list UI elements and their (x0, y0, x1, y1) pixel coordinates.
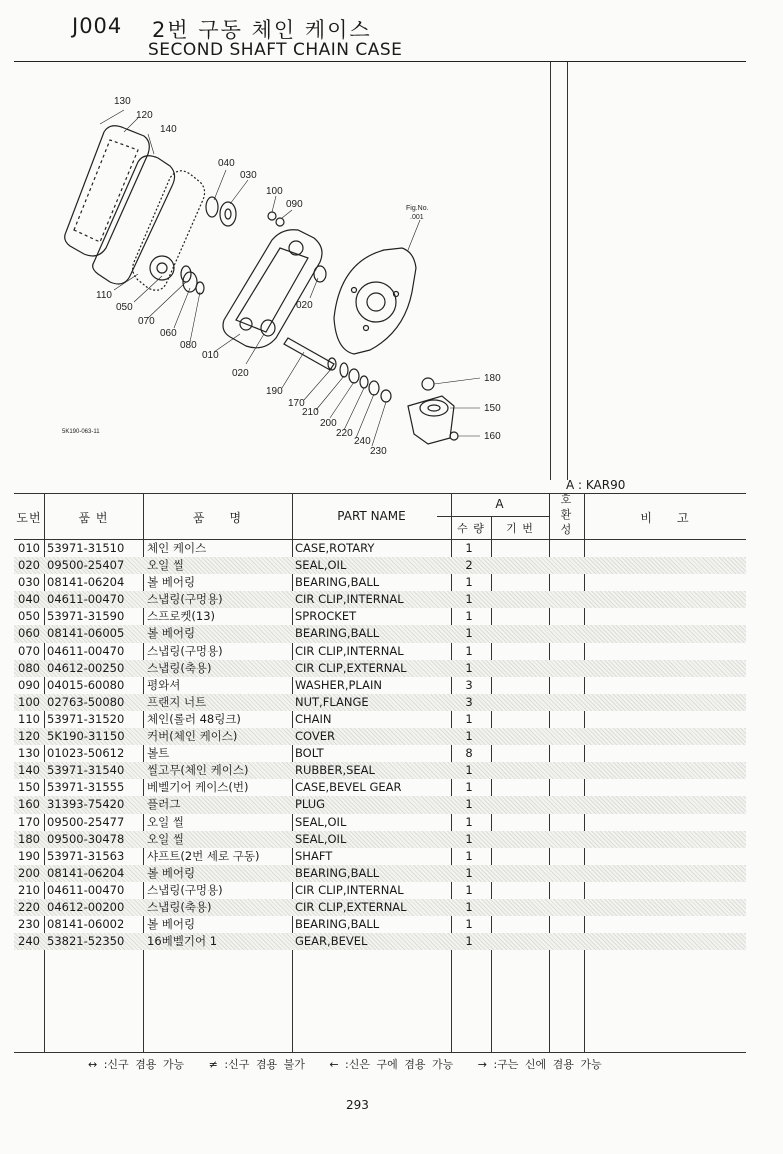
table-row (14, 711, 746, 728)
row-name-en: COVER (295, 729, 336, 744)
row-no: 190 (18, 848, 40, 863)
row-no: 210 (18, 882, 40, 897)
row-name-en: RUBBER,SEAL (295, 763, 375, 778)
row-no: 130 (18, 746, 40, 761)
row-name-en: WASHER,PLAIN (295, 677, 382, 692)
row-qty: 1 (465, 609, 473, 624)
row-name-ko: 체인(롤러 48링크) (147, 711, 241, 726)
row-name-en: CASE,ROTARY (295, 541, 375, 555)
flange-plate-part (334, 248, 416, 354)
table-row (14, 762, 746, 779)
table-row (14, 608, 746, 625)
compatibility-legend (88, 1056, 620, 1072)
row-name-ko: 스냅링(구멍용) (147, 643, 223, 658)
callout-160: 160 (484, 431, 501, 442)
row-name-ko: 커버(체인 케이스) (147, 729, 238, 744)
page-number: 293 (346, 1098, 369, 1112)
row-part-no: 53971-31540 (47, 763, 125, 778)
callout-180: 180 (484, 373, 501, 384)
row-name-ko: 스냅링(구멍용) (147, 882, 223, 897)
row-part-no: 53971-31510 (47, 541, 125, 555)
row-part-no: 53971-31555 (47, 780, 125, 795)
row-no: 060 (18, 626, 40, 641)
row-no: 070 (18, 643, 40, 658)
legend-new-fits-old: ← :신은 구에 겸용 가능 (329, 1058, 454, 1071)
row-part-no: 04612-00200 (47, 899, 125, 914)
callout-110: 110 (96, 290, 112, 301)
table-row (14, 899, 746, 916)
table-subheader-rule (437, 516, 549, 517)
row-name-en: SHAFT (295, 848, 333, 863)
row-name-en: CIR CLIP,INTERNAL (295, 592, 404, 607)
row-name-ko: 스냅링(축용) (147, 660, 212, 675)
row-part-no: 04611-00470 (47, 643, 125, 658)
row-name-en: PLUG (295, 797, 326, 812)
row-part-no: 01023-50612 (47, 746, 125, 761)
row-qty: 1 (465, 899, 473, 914)
diagram-divider-2 (567, 62, 568, 480)
callout-020-upper: 020 (296, 300, 313, 311)
row-qty: 1 (465, 848, 473, 863)
table-row (14, 694, 746, 711)
row-name-en: BEARING,BALL (295, 917, 380, 932)
row-name-en: CIR CLIP,INTERNAL (295, 882, 404, 897)
row-name-ko: 볼 베어링 (147, 626, 196, 641)
drawing-code: 5K190-063-11 (62, 429, 100, 435)
row-no: 020 (18, 558, 40, 573)
table-top-rule (14, 493, 746, 494)
callout-210: 210 (302, 407, 319, 418)
row-name-en: NUT,FLANGE (295, 694, 369, 709)
row-name-ko: 샤프트(2번 세로 구동) (147, 848, 260, 863)
row-name-ko: 체인 케이스 (147, 541, 207, 555)
row-name-ko: 베벨기어 케이스(번) (147, 780, 249, 795)
row-qty: 3 (465, 694, 473, 709)
row-name-ko: 볼 베어링 (147, 865, 196, 880)
callout-080: 080 (180, 340, 197, 351)
row-part-no: 5K190-31150 (47, 729, 125, 744)
callout-200: 200 (320, 418, 337, 429)
row-qty: 1 (465, 814, 473, 829)
row-part-no: 08141-06002 (47, 917, 125, 932)
row-no: 240 (18, 934, 40, 949)
row-name-en: SEAL,OIL (295, 814, 347, 829)
table-row (14, 865, 746, 882)
table-row (14, 933, 746, 950)
callout-120: 120 (136, 110, 153, 121)
row-name-ko: 볼 베어링 (147, 575, 196, 590)
bevel-gear-case-part (408, 396, 454, 444)
row-name-ko: 오일 씰 (147, 558, 184, 573)
callout-060: 060 (160, 328, 177, 339)
row-name-en: SEAL,OIL (295, 558, 347, 573)
row-part-no: 04611-00470 (47, 592, 125, 607)
shaft-part (284, 338, 334, 370)
callout-010: 010 (202, 350, 219, 361)
callout-130: 130 (114, 96, 131, 107)
header-name-ko: 품 명 (192, 511, 243, 525)
row-name-ko: 오일 씰 (147, 831, 184, 846)
row-qty: 1 (465, 882, 473, 897)
row-name-en: CIR CLIP,INTERNAL (295, 643, 404, 658)
row-part-no: 04015-60080 (47, 677, 125, 692)
table-row (14, 882, 746, 899)
row-qty: 1 (465, 917, 473, 932)
row-name-en: BEARING,BALL (295, 626, 380, 641)
row-no: 200 (18, 865, 40, 880)
header-qty: 수 량 (457, 522, 485, 535)
table-row (14, 660, 746, 677)
table-row (14, 625, 746, 642)
header-compat: 호 환 성 (560, 493, 573, 536)
row-name-en: CHAIN (295, 711, 332, 726)
row-no: 220 (18, 899, 40, 914)
row-name-ko: 씰고무(체인 케이스) (147, 763, 249, 778)
row-part-no: 09500-25407 (47, 558, 125, 573)
callout-020-lower: 020 (232, 368, 249, 379)
table-row (14, 916, 746, 933)
table-row (14, 677, 746, 694)
table-row (14, 557, 746, 574)
callout-220: 220 (336, 428, 353, 439)
row-qty: 3 (465, 677, 473, 692)
row-no: 100 (18, 694, 40, 709)
row-no: 160 (18, 797, 40, 812)
row-no: 140 (18, 763, 40, 778)
row-qty: 2 (465, 558, 473, 573)
table-row (14, 540, 746, 557)
row-name-ko: 볼 베어링 (147, 917, 196, 932)
parts-table (14, 540, 746, 950)
row-no: 120 (18, 729, 40, 744)
legend-old-fits-new: → :구는 신에 겸용 가능 (477, 1058, 602, 1071)
row-name-en: GEAR,BEVEL (295, 934, 368, 949)
callout-070: 070 (138, 316, 155, 327)
table-row (14, 796, 746, 813)
row-name-en: CIR CLIP,EXTERNAL (295, 899, 407, 914)
chain-part (133, 171, 205, 290)
row-no: 180 (18, 831, 40, 846)
row-no: 170 (18, 814, 40, 829)
row-qty: 1 (465, 711, 473, 726)
row-qty: 1 (465, 831, 473, 846)
row-name-ko: 플러그 (147, 797, 181, 812)
row-qty: 1 (465, 626, 473, 641)
fig-ref-number: .001 (410, 214, 424, 221)
exploded-parts-diagram (14, 62, 550, 482)
row-qty: 1 (465, 865, 473, 880)
table-row (14, 831, 746, 848)
row-qty: 1 (465, 592, 473, 607)
page-code: J004 (72, 14, 123, 38)
row-part-no: 53971-31520 (47, 711, 125, 726)
table-row (14, 728, 746, 745)
row-qty: 1 (465, 780, 473, 795)
row-name-ko: 볼트 (147, 746, 170, 761)
row-part-no: 31393-75420 (47, 797, 125, 812)
page-title-korean: 2번 구동 체인 케이스 (152, 18, 372, 42)
row-no: 150 (18, 780, 40, 795)
row-name-en: SPROCKET (295, 609, 357, 624)
page-title-english: SECOND SHAFT CHAIN CASE (148, 40, 403, 60)
row-no: 040 (18, 592, 40, 607)
row-qty: 1 (465, 575, 473, 590)
row-no: 230 (18, 917, 40, 932)
table-row (14, 848, 746, 865)
row-part-no: 53971-31563 (47, 848, 125, 863)
row-name-ko: 16베벨기어 1 (147, 934, 218, 949)
cover-part (65, 126, 150, 256)
row-qty: 1 (465, 797, 473, 812)
table-row (14, 643, 746, 660)
row-no: 090 (18, 677, 40, 692)
callout-230: 230 (370, 446, 387, 457)
row-qty: 1 (465, 643, 473, 658)
chain-case-part (223, 230, 322, 348)
callout-190: 190 (266, 386, 283, 397)
callout-140: 140 (160, 124, 177, 135)
table-row (14, 814, 746, 831)
legend-both-compatible: ↔ :신구 겸용 가능 (88, 1058, 185, 1071)
row-part-no: 08141-06204 (47, 575, 125, 590)
row-name-en: CIR CLIP,EXTERNAL (295, 660, 407, 675)
row-no: 030 (18, 575, 40, 590)
callout-040: 040 (218, 158, 235, 169)
header-name-en: PART NAME (337, 509, 406, 523)
row-part-no: 53971-31590 (47, 609, 125, 624)
callout-170: 170 (288, 398, 305, 409)
diagram-divider-1 (550, 62, 551, 480)
callout-100: 100 (266, 186, 283, 197)
row-name-ko: 스냅링(축용) (147, 899, 212, 914)
row-name-ko: 평와셔 (147, 677, 181, 692)
table-row (14, 745, 746, 762)
row-part-no: 08141-06005 (47, 626, 125, 641)
legend-not-compatible: ≠ :신구 겸용 불가 (208, 1058, 305, 1071)
row-name-en: CASE,BEVEL GEAR (295, 780, 402, 795)
header-base: 기 번 (506, 522, 534, 535)
row-qty: 1 (465, 541, 473, 555)
row-qty: 1 (465, 763, 473, 778)
row-name-en: BEARING,BALL (295, 865, 380, 880)
row-name-en: BEARING,BALL (295, 575, 380, 590)
row-part-no: 53821-52350 (47, 934, 125, 949)
callout-240: 240 (354, 436, 371, 447)
row-qty: 1 (465, 934, 473, 949)
model-note: A : KAR90 (566, 478, 626, 492)
row-part-no: 04611-00470 (47, 882, 125, 897)
callout-090: 090 (286, 199, 303, 210)
header-remarks: 비 고 (640, 511, 690, 525)
row-name-en: SEAL,OIL (295, 831, 347, 846)
row-qty: 1 (465, 660, 473, 675)
row-part-no: 02763-50080 (47, 694, 125, 709)
callout-150: 150 (484, 403, 501, 414)
header-group-a: A (495, 497, 505, 511)
callout-050: 050 (116, 302, 133, 313)
row-no: 010 (18, 541, 40, 555)
callout-030: 030 (240, 170, 257, 181)
row-part-no: 08141-06204 (47, 865, 125, 880)
row-no: 110 (18, 711, 40, 726)
header-part-no: 품 번 (78, 511, 109, 525)
table-row (14, 574, 746, 591)
row-name-ko: 스냅링(구멍용) (147, 592, 223, 607)
row-no: 050 (18, 609, 40, 624)
row-no: 080 (18, 660, 40, 675)
table-row (14, 779, 746, 796)
row-name-en: BOLT (295, 746, 324, 761)
row-name-ko: 오일 씰 (147, 814, 184, 829)
row-part-no: 09500-30478 (47, 831, 125, 846)
row-qty: 1 (465, 729, 473, 744)
fig-ref-label: Fig.No. (406, 205, 429, 212)
row-part-no: 04612-00250 (47, 660, 125, 675)
row-name-ko: 프랜지 너트 (147, 694, 207, 709)
row-qty: 8 (465, 746, 473, 761)
table-bottom-rule (14, 1052, 746, 1053)
row-name-ko: 스프로켓(13) (147, 609, 216, 624)
row-part-no: 09500-25477 (47, 814, 125, 829)
table-row (14, 591, 746, 608)
header-no: 도번 (16, 511, 42, 525)
